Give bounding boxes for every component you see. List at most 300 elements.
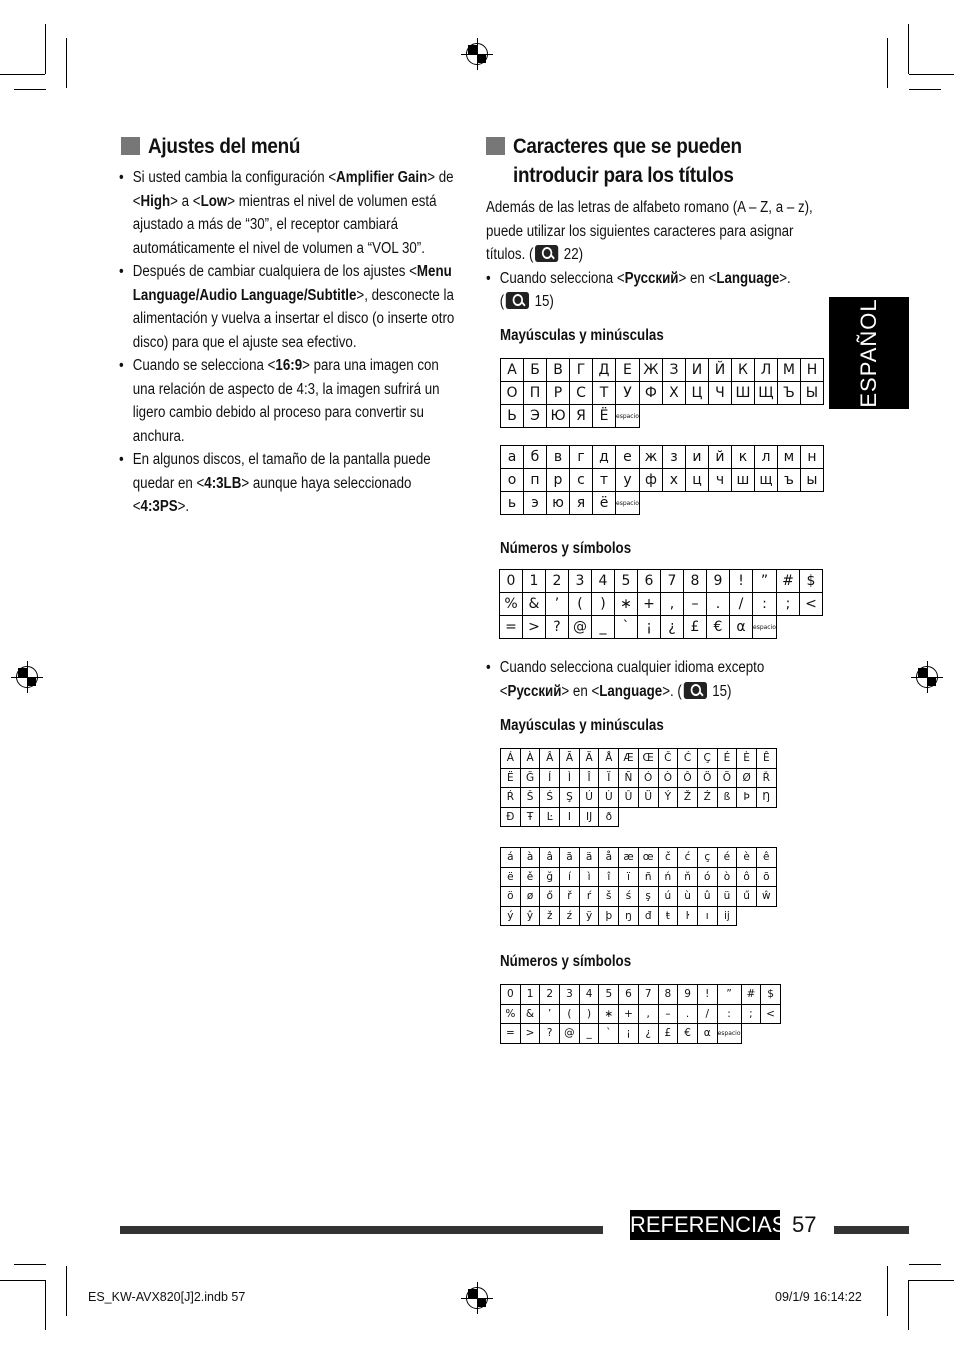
char-cell: р bbox=[547, 469, 570, 492]
char-cell: м bbox=[777, 446, 800, 469]
magnifier-icon bbox=[684, 682, 707, 699]
char-cell: < bbox=[799, 593, 822, 616]
char-cell: И bbox=[685, 359, 708, 382]
cyrillic-numbers-table bbox=[499, 569, 823, 639]
char-cell: х bbox=[662, 469, 685, 492]
char-cell: ’ bbox=[546, 593, 569, 616]
latin-numbers-table bbox=[500, 984, 781, 1044]
char-cell: ô bbox=[737, 867, 757, 887]
char-cell: ) bbox=[592, 593, 615, 616]
empty-cell bbox=[662, 405, 685, 428]
empty-cell bbox=[741, 1024, 761, 1044]
char-cell: о bbox=[501, 469, 524, 492]
char-cell: Ï bbox=[599, 768, 619, 788]
empty-cell bbox=[777, 492, 800, 515]
char-cell: 4 bbox=[592, 570, 615, 593]
char-cell: ø bbox=[520, 887, 540, 907]
char-cell: Й bbox=[708, 359, 731, 382]
char-cell: # bbox=[776, 570, 799, 593]
char-cell: ÿ bbox=[579, 906, 599, 926]
char-cell: ŋ bbox=[619, 906, 639, 926]
empty-cell bbox=[776, 616, 799, 639]
char-cell: @ bbox=[560, 1024, 580, 1044]
char-cell: > bbox=[523, 616, 546, 639]
char-cell: ć bbox=[678, 848, 698, 868]
empty-cell bbox=[756, 807, 776, 827]
char-cell: Ð bbox=[501, 807, 521, 827]
char-cell: П bbox=[524, 382, 547, 405]
char-cell: – bbox=[658, 1004, 678, 1024]
char-cell: б bbox=[524, 446, 547, 469]
char-cell: Ш bbox=[731, 382, 754, 405]
char-cell: М bbox=[777, 359, 800, 382]
char-cell: ğ bbox=[540, 867, 560, 887]
char-cell: ы bbox=[800, 469, 823, 492]
char-cell: î bbox=[599, 867, 619, 887]
char-cell: , bbox=[638, 1004, 658, 1024]
empty-cell bbox=[731, 492, 754, 515]
char-cell: 7 bbox=[661, 570, 684, 593]
char-cell: Я bbox=[570, 405, 593, 428]
char-cell: Õ bbox=[717, 768, 737, 788]
registration-mark-icon bbox=[16, 666, 38, 688]
registration-mark-icon bbox=[466, 43, 488, 65]
cyrillic-lowercase-table bbox=[500, 445, 824, 515]
char-cell: ` bbox=[615, 616, 638, 639]
char-cell: 6 bbox=[619, 985, 639, 1005]
char-cell: е bbox=[616, 446, 640, 469]
char-cell: š bbox=[599, 887, 619, 907]
empty-cell bbox=[662, 492, 685, 515]
char-cell: ! bbox=[730, 570, 753, 593]
char-cell: α bbox=[730, 616, 753, 639]
page-number: 57 bbox=[792, 1212, 817, 1237]
char-cell: ? bbox=[546, 616, 569, 639]
empty-cell bbox=[737, 906, 757, 926]
char-cell: й bbox=[708, 446, 731, 469]
char-cell: Ц bbox=[685, 382, 708, 405]
char-cell: ß bbox=[717, 788, 737, 808]
char-cell: Ж bbox=[639, 359, 662, 382]
char-cell: Ι bbox=[560, 807, 580, 827]
char-cell: ù bbox=[678, 887, 698, 907]
char-cell: ó bbox=[697, 867, 717, 887]
empty-cell bbox=[754, 492, 777, 515]
char-cell: + bbox=[619, 1004, 639, 1024]
char-cell: 8 bbox=[658, 985, 678, 1005]
char-cell: / bbox=[697, 1004, 717, 1024]
empty-cell bbox=[756, 906, 776, 926]
char-cell: у bbox=[616, 469, 640, 492]
char-cell: è bbox=[737, 848, 757, 868]
crop-mark bbox=[909, 89, 941, 90]
char-cell: Н bbox=[800, 359, 823, 382]
char-cell: ¿ bbox=[638, 1024, 658, 1044]
heading-square-icon bbox=[486, 137, 505, 155]
char-cell: Þ bbox=[737, 788, 757, 808]
char-cell: ś bbox=[619, 887, 639, 907]
empty-cell bbox=[639, 405, 662, 428]
char-cell: . bbox=[707, 593, 730, 616]
char-cell: д bbox=[593, 446, 616, 469]
char-cell: Ù bbox=[599, 788, 619, 808]
char-cell: О bbox=[501, 382, 524, 405]
char-cell: Ъ bbox=[777, 382, 800, 405]
char-cell: ä bbox=[579, 848, 599, 868]
char-cell: ź bbox=[560, 906, 580, 926]
char-cell: þ bbox=[599, 906, 619, 926]
left-bullet: • Cuando se selecciona <16:9> para una imagen con una relación de aspecto de 4:3, la imagen sufrirá un ligero cambio debido al proceso para convertir su anchura. bbox=[119, 354, 459, 448]
empty-cell bbox=[639, 492, 662, 515]
char-cell: í bbox=[560, 867, 580, 887]
char-cell: œ bbox=[638, 848, 658, 868]
char-cell: Ş bbox=[560, 788, 580, 808]
char-cell: ń bbox=[658, 867, 678, 887]
char-cell: Ô bbox=[678, 768, 698, 788]
char-cell: ř bbox=[560, 887, 580, 907]
char-cell: ë bbox=[593, 492, 616, 515]
char-cell: ŕ bbox=[579, 887, 599, 907]
char-cell: ı bbox=[697, 906, 717, 926]
char-cell: 5 bbox=[599, 985, 619, 1005]
char-cell: ú bbox=[658, 887, 678, 907]
left-bullet: • En algunos discos, el tamaño de la pantalla puede quedar en <4:3LB> aunque haya seleccionado <4:3PS>. bbox=[119, 448, 459, 519]
char-cell: é bbox=[717, 848, 737, 868]
char-cell: л bbox=[754, 446, 777, 469]
char-cell: ¡ bbox=[638, 616, 661, 639]
crop-mark bbox=[908, 24, 909, 74]
char-cell: Д bbox=[593, 359, 616, 382]
space-cell: espacio bbox=[616, 405, 640, 428]
char-cell: Ś bbox=[540, 788, 560, 808]
char-cell: Ë bbox=[501, 768, 521, 788]
space-cell: espacio bbox=[717, 1024, 741, 1044]
char-cell: ( bbox=[569, 593, 592, 616]
char-cell: Î bbox=[579, 768, 599, 788]
char-cell: к bbox=[731, 446, 754, 469]
char-cell: Ŀ bbox=[540, 807, 560, 827]
char-cell: Ý bbox=[658, 788, 678, 808]
char-cell: ñ bbox=[638, 867, 658, 887]
char-cell: ű bbox=[737, 887, 757, 907]
char-cell: Ã bbox=[560, 749, 580, 769]
subheading-mayusculas: Mayúsculas y minúsculas bbox=[500, 327, 664, 344]
left-bullet: • Si usted cambia la configuración <Amplifier Gain> de <High> a <Low> mientras el nivel de volumen está ajustado a más de “30”, el receptor cambiará automáticamente el nivel de volumen a “VOL 30”. bbox=[119, 166, 459, 260]
char-cell: Ä bbox=[579, 749, 599, 769]
crop-mark bbox=[0, 1280, 45, 1281]
char-cell: ь bbox=[501, 492, 524, 515]
left-bullet: • Después de cambiar cualquiera de los ajustes <Menu Language/Audio Language/Subtitle>, desconecte la alimentación y vuelva a insertar el disco (o inserte otro disco) para que el ajuste sea efectivo. bbox=[119, 260, 459, 354]
char-cell: щ bbox=[754, 469, 777, 492]
char-cell: ф bbox=[639, 469, 662, 492]
char-cell: IJ bbox=[579, 807, 599, 827]
char-cell: Ì bbox=[560, 768, 580, 788]
char-cell: Ò bbox=[658, 768, 678, 788]
char-cell: э bbox=[524, 492, 547, 515]
char-cell: Ь bbox=[501, 405, 524, 428]
char-cell: Ю bbox=[547, 405, 570, 428]
char-cell: Ê bbox=[756, 749, 776, 769]
footer-bar-right bbox=[834, 1226, 909, 1234]
char-cell: – bbox=[684, 593, 707, 616]
char-cell: ŷ bbox=[520, 906, 540, 926]
char-cell: Ч bbox=[708, 382, 731, 405]
char-cell: & bbox=[523, 593, 546, 616]
char-cell: ã bbox=[560, 848, 580, 868]
char-cell: ě bbox=[520, 867, 540, 887]
empty-cell bbox=[717, 807, 737, 827]
char-cell: Б bbox=[524, 359, 547, 382]
char-cell: 2 bbox=[540, 985, 560, 1005]
char-cell: Ć bbox=[678, 749, 698, 769]
char-cell: ¿ bbox=[661, 616, 684, 639]
char-cell: т bbox=[593, 469, 616, 492]
char-cell: Ы bbox=[800, 382, 823, 405]
char-cell: ë bbox=[501, 867, 521, 887]
char-cell: Щ bbox=[754, 382, 777, 405]
registration-mark-icon bbox=[466, 1287, 488, 1309]
empty-cell bbox=[737, 807, 757, 827]
char-cell: å bbox=[599, 848, 619, 868]
footer-timestamp: 09/1/9 16:14:22 bbox=[775, 1290, 862, 1304]
empty-cell bbox=[754, 405, 777, 428]
char-cell: Т bbox=[593, 382, 616, 405]
char-cell: 0 bbox=[501, 985, 521, 1005]
char-cell: ¡ bbox=[619, 1024, 639, 1044]
left-bullet-list bbox=[119, 166, 459, 519]
char-cell: / bbox=[730, 593, 753, 616]
crop-mark bbox=[14, 89, 46, 90]
char-cell: = bbox=[501, 1024, 521, 1044]
subheading-numeros-2: Números y símbolos bbox=[500, 953, 632, 970]
empty-cell bbox=[619, 807, 639, 827]
char-cell: 0 bbox=[500, 570, 523, 593]
char-cell: ì bbox=[579, 867, 599, 887]
char-cell: : bbox=[753, 593, 777, 616]
latin-uppercase-table bbox=[500, 748, 777, 827]
char-cell: Ñ bbox=[619, 768, 639, 788]
char-cell: Ğ bbox=[520, 768, 540, 788]
char-cell: Í bbox=[540, 768, 560, 788]
char-cell: ü bbox=[717, 887, 737, 907]
char-cell: Ž bbox=[678, 788, 698, 808]
language-side-tab bbox=[829, 297, 909, 409]
empty-cell bbox=[678, 807, 698, 827]
char-cell: А bbox=[501, 359, 524, 382]
char-cell: $ bbox=[799, 570, 822, 593]
char-cell: # bbox=[741, 985, 761, 1005]
char-cell: ж bbox=[639, 446, 662, 469]
empty-cell bbox=[697, 807, 717, 827]
char-cell: Е bbox=[616, 359, 640, 382]
char-cell: Ŧ bbox=[520, 807, 540, 827]
crop-mark bbox=[66, 38, 67, 88]
empty-cell bbox=[731, 405, 754, 428]
crop-mark bbox=[909, 1280, 954, 1281]
char-cell: Å bbox=[599, 749, 619, 769]
char-cell: ( bbox=[560, 1004, 580, 1024]
char-cell: 4 bbox=[579, 985, 599, 1005]
char-cell: % bbox=[501, 1004, 521, 1024]
char-cell: ш bbox=[731, 469, 754, 492]
char-cell: Á bbox=[501, 749, 521, 769]
space-cell: espacio bbox=[616, 492, 640, 515]
crop-mark bbox=[66, 1266, 67, 1316]
empty-cell bbox=[638, 807, 658, 827]
registration-mark-icon bbox=[916, 666, 938, 688]
char-cell: % bbox=[500, 593, 523, 616]
magnifier-icon bbox=[535, 245, 558, 262]
char-cell: ∗ bbox=[615, 593, 638, 616]
empty-cell bbox=[800, 405, 823, 428]
char-cell: = bbox=[500, 616, 523, 639]
empty-cell bbox=[799, 616, 822, 639]
char-cell: ï bbox=[619, 867, 639, 887]
magnifier-icon bbox=[506, 292, 529, 309]
left-heading: Ajustes del menú bbox=[148, 135, 301, 158]
char-cell: Č bbox=[658, 749, 678, 769]
char-cell: я bbox=[570, 492, 593, 515]
char-cell: Ф bbox=[639, 382, 662, 405]
crop-mark bbox=[0, 74, 45, 75]
char-cell: ) bbox=[579, 1004, 599, 1024]
subheading-numeros: Números y símbolos bbox=[500, 540, 632, 557]
char-cell: á bbox=[501, 848, 521, 868]
char-cell: 5 bbox=[615, 570, 638, 593]
char-cell: ’ bbox=[540, 1004, 560, 1024]
empty-cell bbox=[658, 807, 678, 827]
char-cell: ; bbox=[741, 1004, 761, 1024]
char-cell: £ bbox=[658, 1024, 678, 1044]
char-cell: С bbox=[570, 382, 593, 405]
char-cell: 3 bbox=[569, 570, 592, 593]
intro-reference: 22) bbox=[563, 246, 584, 263]
char-cell: Û bbox=[619, 788, 639, 808]
char-cell: à bbox=[520, 848, 540, 868]
char-cell: ş bbox=[638, 887, 658, 907]
empty-cell bbox=[685, 492, 708, 515]
char-cell: Œ bbox=[638, 749, 658, 769]
char-cell: Ø bbox=[737, 768, 757, 788]
char-cell: в bbox=[547, 446, 570, 469]
char-cell: 1 bbox=[523, 570, 546, 593]
char-cell: ! bbox=[697, 985, 717, 1005]
empty-cell bbox=[777, 405, 800, 428]
char-cell: ∗ bbox=[599, 1004, 619, 1024]
char-cell: 2 bbox=[546, 570, 569, 593]
char-cell: ò bbox=[717, 867, 737, 887]
char-cell: 7 bbox=[638, 985, 658, 1005]
char-cell: ” bbox=[717, 985, 741, 1005]
crop-mark bbox=[887, 1266, 888, 1316]
char-cell: & bbox=[520, 1004, 540, 1024]
char-cell: В bbox=[547, 359, 570, 382]
char-cell: Æ bbox=[619, 749, 639, 769]
char-cell: đ bbox=[638, 906, 658, 926]
char-cell: 6 bbox=[638, 570, 661, 593]
char-cell: õ bbox=[756, 867, 776, 887]
empty-cell bbox=[761, 1024, 781, 1044]
space-cell: espacio bbox=[753, 616, 777, 639]
char-cell: ” bbox=[753, 570, 777, 593]
char-cell: Э bbox=[524, 405, 547, 428]
char-cell: ` bbox=[599, 1024, 619, 1044]
footer-file-info: ES_KW-AVX820[J]2.indb 57 bbox=[88, 1290, 246, 1304]
crop-mark bbox=[909, 74, 954, 75]
char-cell: Ç bbox=[697, 749, 717, 769]
char-cell: К bbox=[731, 359, 754, 382]
char-cell: È bbox=[737, 749, 757, 769]
char-cell: ň bbox=[678, 867, 698, 887]
empty-cell bbox=[685, 405, 708, 428]
char-cell: Ř bbox=[756, 768, 776, 788]
empty-cell bbox=[708, 492, 731, 515]
char-cell: ŧ bbox=[658, 906, 678, 926]
crop-mark bbox=[45, 1280, 46, 1330]
char-cell: α bbox=[697, 1024, 717, 1044]
char-cell: Â bbox=[540, 749, 560, 769]
char-cell: æ bbox=[619, 848, 639, 868]
char-cell: â bbox=[540, 848, 560, 868]
char-cell: ö bbox=[501, 887, 521, 907]
char-cell: ; bbox=[776, 593, 799, 616]
char-cell: ž bbox=[540, 906, 560, 926]
char-cell: û bbox=[697, 887, 717, 907]
char-cell: з bbox=[662, 446, 685, 469]
char-cell: У bbox=[616, 382, 640, 405]
empty-cell bbox=[708, 405, 731, 428]
crop-mark bbox=[909, 1264, 941, 1265]
char-cell: ? bbox=[540, 1024, 560, 1044]
side-tab-label: ESPAÑOL bbox=[856, 298, 881, 408]
char-cell: ъ bbox=[777, 469, 800, 492]
heading-square-icon bbox=[121, 137, 140, 155]
char-cell: 3 bbox=[560, 985, 580, 1005]
right-heading: Caracteres que se pueden introducir para los títulos bbox=[513, 135, 742, 187]
char-cell: > bbox=[520, 1024, 540, 1044]
char-cell: . bbox=[678, 1004, 698, 1024]
char-cell: ê bbox=[756, 848, 776, 868]
char-cell: ð bbox=[599, 807, 619, 827]
char-cell: 1 bbox=[520, 985, 540, 1005]
cyrillic-uppercase-table bbox=[500, 358, 824, 428]
subheading-mayusculas-2: Mayúsculas y minúsculas bbox=[500, 717, 664, 734]
char-cell: _ bbox=[592, 616, 615, 639]
bullet-other-languages: • Cuando selecciona cualquier idioma excepto <Русский> en <Language>. ( 15) bbox=[486, 656, 820, 703]
char-cell: Ë bbox=[593, 405, 616, 428]
char-cell: З bbox=[662, 359, 685, 382]
char-cell: и bbox=[685, 446, 708, 469]
char-cell: _ bbox=[579, 1024, 599, 1044]
char-cell: £ bbox=[684, 616, 707, 639]
char-cell: Ŕ bbox=[501, 788, 521, 808]
char-cell: Х bbox=[662, 382, 685, 405]
bullet-russian: • Cuando selecciona <Русский> en <Language>. ( 15) bbox=[486, 267, 820, 314]
char-cell: Г bbox=[570, 359, 593, 382]
char-cell: : bbox=[717, 1004, 741, 1024]
char-cell: ç bbox=[697, 848, 717, 868]
intro-text: Además de las letras de alfabeto romano (A – Z, a – z), puede utilizar los siguientes caracteres para asignar títulos. ( bbox=[486, 199, 813, 263]
char-cell: Ź bbox=[697, 788, 717, 808]
char-cell: ij bbox=[717, 906, 737, 926]
char-cell: 9 bbox=[707, 570, 730, 593]
char-cell: Р bbox=[547, 382, 570, 405]
right-intro bbox=[486, 196, 820, 314]
char-cell: ц bbox=[685, 469, 708, 492]
char-cell: ý bbox=[501, 906, 521, 926]
footer-bar-left bbox=[120, 1226, 603, 1234]
char-cell: $ bbox=[761, 985, 781, 1005]
